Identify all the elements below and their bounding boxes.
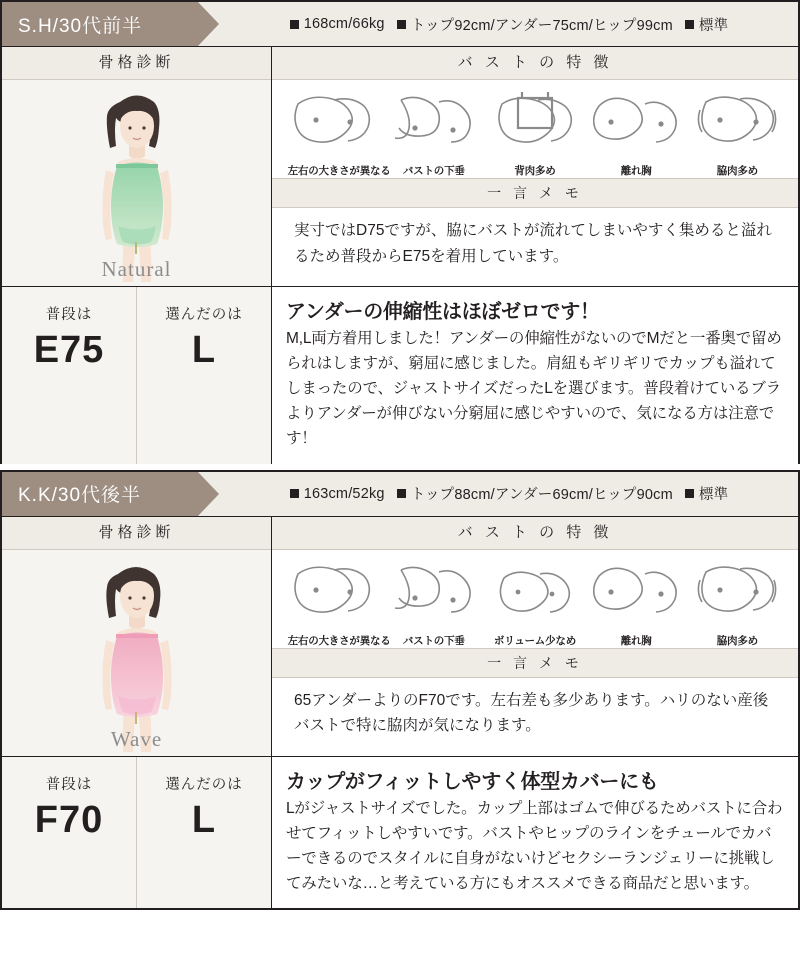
bust-feature-title-1: バ ス ト の 特 徴 — [272, 47, 798, 80]
body-figure-illustration-2 — [62, 556, 212, 756]
bust-type-label: 脇肉多め — [716, 165, 758, 177]
chosen-size-1 — [136, 287, 271, 464]
bust-type-item — [591, 560, 681, 648]
comment-text-2: Lがジャストサイズでした。カップ上部はゴムで伸びるためバストに合わせてフィットしやすいです。バストやヒップのラインをチュールでカバーできるのでスタイルに自身がないけどセクシーランジェリーに挑戦してみたいな…と考えている方にもオススメできる商品だと思います。 — [286, 799, 783, 892]
reviewer-name-1: S.H/30代前半 — [2, 2, 198, 46]
chosen-size-value: L — [191, 329, 217, 371]
body-figure-wrap-2 — [2, 550, 271, 756]
bust-type-label: 左右の大きさが異なる — [287, 165, 391, 177]
usual-size-value: F70 — [34, 798, 104, 841]
reviewer-stats-2 — [198, 472, 798, 516]
skeleton-diagnosis-title-1: 骨格診断 — [2, 47, 271, 80]
bust-type-row-2 — [272, 550, 798, 648]
stat-text: 標準 — [698, 17, 729, 34]
bust-type-item — [692, 560, 782, 648]
bullet-square-icon — [290, 489, 299, 498]
bust-type-item — [591, 90, 681, 178]
review-card-2 — [0, 470, 800, 910]
usual-size-2 — [2, 757, 136, 908]
review-header-1 — [2, 2, 798, 47]
memo-text-2: 65アンダーよりのF70です。左右差も多少あります。ハリのない産後バストで特に脇肉が気になります。 — [294, 691, 769, 735]
bust-wide-set-icon — [593, 90, 679, 156]
bust-feature-title-2: バ ス ト の 特 徴 — [272, 517, 798, 550]
bust-side-fat-icon — [694, 560, 780, 626]
bust-type-item — [287, 560, 391, 648]
review-body-1 — [2, 47, 798, 287]
bullet-square-icon — [290, 20, 299, 29]
bust-wide-set-icon — [593, 560, 679, 626]
comment-headline-1: アンダーの伸縮性はほぼゼロです！ — [286, 301, 600, 323]
bust-back-fat-icon — [492, 90, 578, 156]
body-type-label-1: Natural — [101, 257, 172, 281]
bullet-square-icon — [397, 489, 406, 498]
stat-item — [397, 14, 673, 35]
bust-feature-panel-1 — [272, 47, 798, 286]
bust-type-item — [490, 90, 580, 178]
body-figure-illustration-1 — [62, 86, 212, 286]
bust-type-label: バストの下垂 — [402, 165, 465, 177]
review-comment-2 — [2, 757, 798, 908]
bust-type-item — [692, 90, 782, 178]
bust-type-label: 離れ胸 — [620, 634, 652, 647]
stat-item — [290, 16, 385, 32]
bust-sagging-icon — [391, 560, 477, 626]
review-header-2 — [2, 472, 798, 517]
bust-type-label: バストの下垂 — [402, 634, 465, 647]
chosen-size-label: 選んだのは — [165, 307, 243, 323]
stat-item — [397, 483, 673, 504]
bust-type-item — [389, 560, 479, 648]
usual-size-value: E75 — [33, 329, 105, 371]
bust-type-item — [389, 90, 479, 178]
stat-text: トップ92cm/アンダー75cm/ヒップ99cm — [410, 17, 673, 34]
bust-feature-panel-2 — [272, 517, 798, 756]
stat-text: 標準 — [698, 487, 729, 504]
usual-size-label: 普段は — [45, 307, 93, 323]
review-body-2 — [2, 517, 798, 757]
bullet-square-icon — [397, 20, 406, 29]
bust-sagging-icon — [391, 90, 477, 156]
bullet-square-icon — [685, 20, 694, 29]
skeleton-diagnosis-title-2: 骨格診断 — [2, 517, 271, 550]
comment-body-2 — [272, 757, 798, 908]
memo-text-1: 実寸ではD75ですが、脇にバストが流れてしまいやすく集めると溢れるため普段からE75を着用しています。 — [294, 222, 772, 265]
bust-type-label: 背肉多め — [514, 165, 556, 177]
chosen-size-label: 選んだのは — [165, 776, 243, 793]
bullet-square-icon — [685, 489, 694, 498]
stat-item — [290, 486, 385, 502]
bust-type-label: 離れ胸 — [620, 165, 652, 177]
stat-text: 168cm/66kg — [303, 16, 385, 32]
skeleton-diagnosis-panel-1 — [2, 47, 272, 286]
bust-small-volume-icon — [492, 560, 578, 626]
memo-title-1: 一 言 メ モ — [272, 178, 798, 208]
usual-size-label: 普段は — [45, 776, 93, 793]
body-type-label-2: Wave — [110, 726, 163, 751]
review-comment-1 — [2, 287, 798, 464]
bust-side-fat-icon — [694, 90, 780, 156]
comment-body-1 — [272, 287, 798, 464]
chosen-size-value: L — [191, 798, 217, 841]
stat-item — [685, 14, 728, 35]
review-card-1 — [0, 0, 800, 464]
bust-type-label: 脇肉多め — [716, 634, 758, 647]
stat-text: 163cm/52kg — [303, 485, 385, 502]
bust-type-label: 左右の大きさが異なる — [287, 634, 391, 647]
reviewer-name-2: K.K/30代後半 — [2, 472, 198, 516]
size-box-1 — [2, 287, 272, 464]
bust-uneven-icon — [290, 90, 376, 156]
bust-type-label: ボリューム少なめ — [493, 634, 577, 647]
stat-text: トップ88cm/アンダー69cm/ヒップ90cm — [410, 487, 673, 504]
memo-title-2: 一 言 メ モ — [272, 648, 798, 678]
stat-item — [685, 483, 728, 504]
reviewer-stats-1 — [198, 2, 798, 46]
comment-text-1: M,L両方着用しました！アンダーの伸縮性がないのでMだと一番奥で留められはしますが、窮屈に感じました。肩紐もギリギリでカップも溢れてしまったので、ジャストサイズだったLを選びます。普段着けているブラよりアンダーが伸びない分窮屈に感じやすいので、気になる方は注意です！ — [286, 330, 782, 448]
usual-size-1 — [2, 287, 136, 464]
body-figure-wrap-1 — [2, 80, 271, 286]
bust-type-item — [287, 90, 391, 178]
bust-type-item — [490, 560, 580, 648]
size-box-2 — [2, 757, 272, 908]
comment-headline-2: カップがフィットしやすく体型カバーにも — [286, 770, 659, 793]
bust-uneven-icon — [290, 560, 376, 626]
skeleton-diagnosis-panel-2 — [2, 517, 272, 756]
bust-type-row-1 — [272, 80, 798, 178]
chosen-size-2 — [136, 757, 271, 908]
